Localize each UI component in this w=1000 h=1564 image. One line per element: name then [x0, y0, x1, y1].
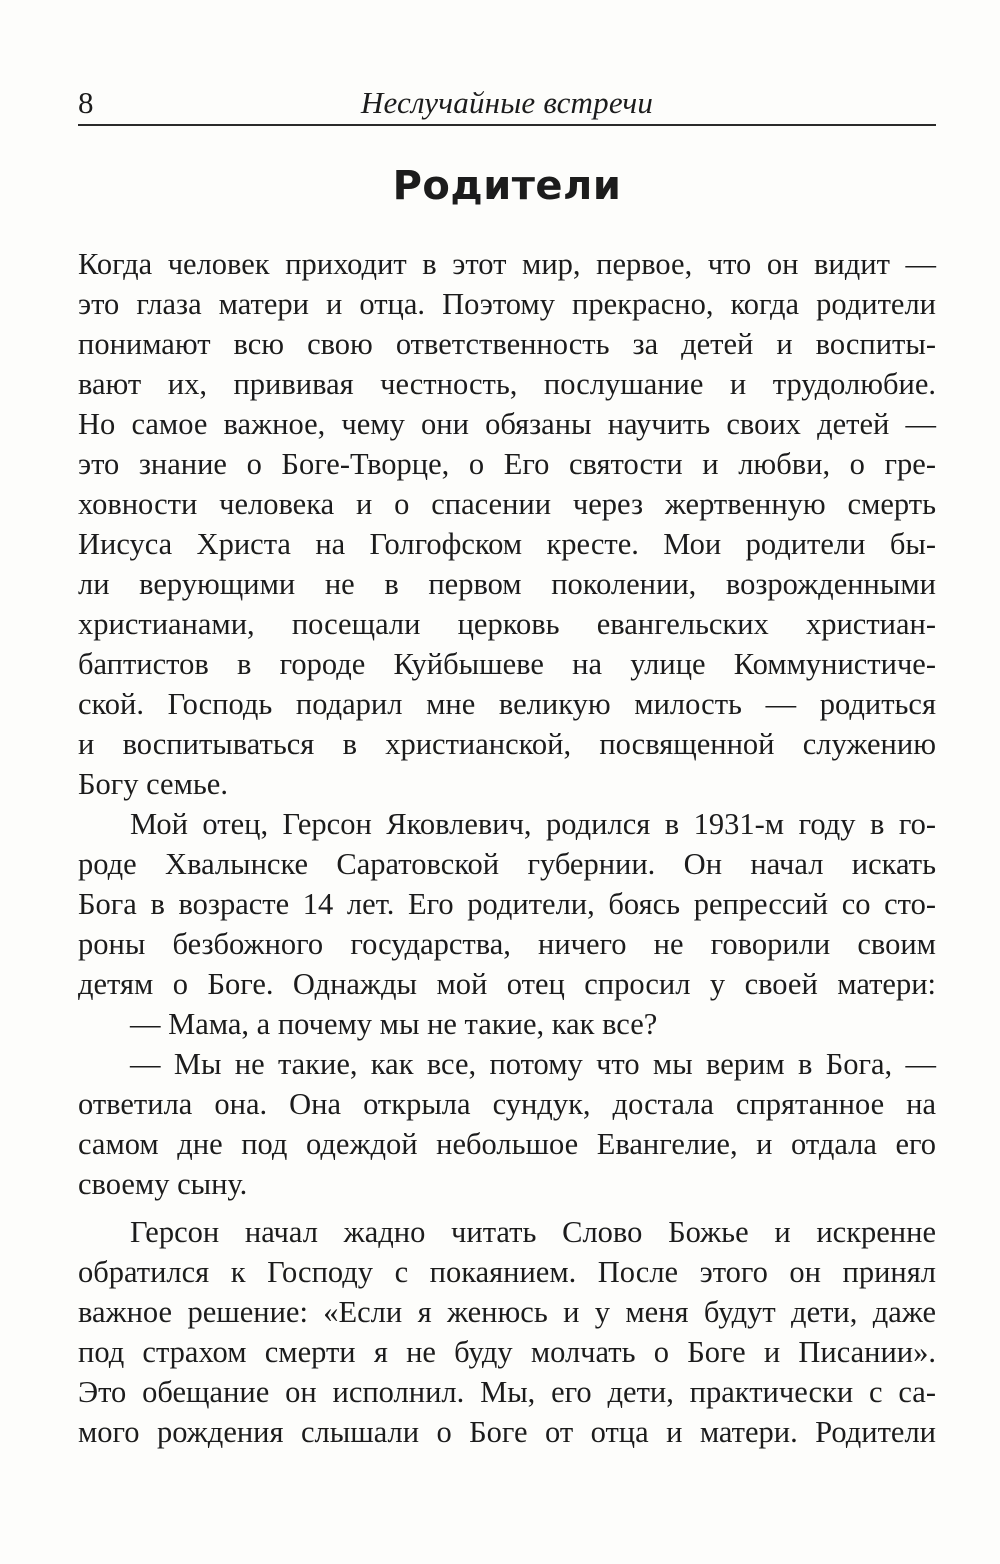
- text-line: мого рождения слышали о Боге от отца и матери. Родители: [78, 1415, 936, 1449]
- text-line: под страхом смерти я не буду молчать о Боге и Писании».: [78, 1335, 936, 1369]
- text-line: Мой отец, Герсон Яковлевич, родился в 1931-м году в го-: [130, 807, 936, 841]
- text-line: своему сыну.: [78, 1167, 248, 1201]
- text-line: вают их, прививая честность, послушание и трудолюбие.: [78, 367, 936, 401]
- paragraph: [78, 804, 946, 1004]
- text-line: важное решение: «Если я женюсь и у меня будут дети, даже: [78, 1295, 936, 1329]
- text-line: ховности человека и о спасении через жертвенную смерть: [78, 487, 936, 521]
- book-title: Неслучайные встречи: [360, 85, 654, 120]
- text-line: обратился к Господу с покаянием. После этого он принял: [78, 1255, 936, 1289]
- text-line: это глаза матери и отца. Поэтому прекрасно, когда родители: [78, 287, 936, 321]
- text-line: Иисуса Христа на Голгофском кресте. Мои родители бы-: [78, 527, 936, 561]
- text-line: — Мама, а почему мы не такие, как все?: [130, 1007, 658, 1041]
- text-line: это знание о Боге-Творце, о Его святости и любви, о гре-: [78, 447, 936, 481]
- text-line: роны безбожного государства, ничего не говорили своим: [78, 927, 936, 961]
- page-number: 8: [78, 85, 94, 120]
- text-line: Но самое важное, чему они обязаны научить своих детей —: [78, 407, 936, 441]
- body-text: [78, 244, 946, 1452]
- text-line: Богу семье.: [78, 767, 228, 801]
- book-page: [78, 0, 936, 1564]
- paragraph: [78, 244, 946, 804]
- text-line: роде Хвалынске Саратовской губернии. Он начал искать: [78, 847, 936, 881]
- text-line: Герсон начал жадно читать Слово Божье и искренне: [130, 1215, 936, 1249]
- running-header: [78, 80, 936, 126]
- text-line: понимают всю свою ответственность за детей и воспиты-: [78, 327, 936, 361]
- paragraph-gap: [78, 1204, 946, 1212]
- paragraph: [78, 1212, 946, 1452]
- text-line: Бога в возрасте 14 лет. Его родители, боясь репрессий со сто-: [78, 887, 936, 921]
- text-line: христианами, посещали церковь евангельских христиан-: [78, 607, 936, 641]
- chapter-title: Родители: [392, 163, 622, 209]
- text-line: ли верующими не в первом поколении, возрожденными: [78, 567, 936, 601]
- text-line: Когда человек приходит в этот мир, первое, что он видит —: [78, 247, 936, 281]
- text-line: ответила она. Она открыла сундук, достала спрятанное на: [78, 1087, 936, 1121]
- text-line: Это обещание он исполнил. Мы, его дети, практически с са-: [78, 1375, 936, 1409]
- text-line: и воспитываться в христианской, посвященной служению: [78, 727, 936, 761]
- text-line: баптистов в городе Куйбышеве на улице Коммунистиче-: [78, 647, 936, 681]
- text-line: ской. Господь подарил мне великую милость — родиться: [78, 687, 936, 721]
- text-line: самом дне под одеждой небольшое Евангелие, и отдала его: [78, 1127, 936, 1161]
- text-line: детям о Боге. Однажды мой отец спросил у своей матери:: [78, 967, 936, 1001]
- paragraph: [78, 1044, 946, 1204]
- text-line: — Мы не такие, как все, потому что мы верим в Бога, —: [130, 1047, 936, 1081]
- paragraph: [78, 1004, 946, 1044]
